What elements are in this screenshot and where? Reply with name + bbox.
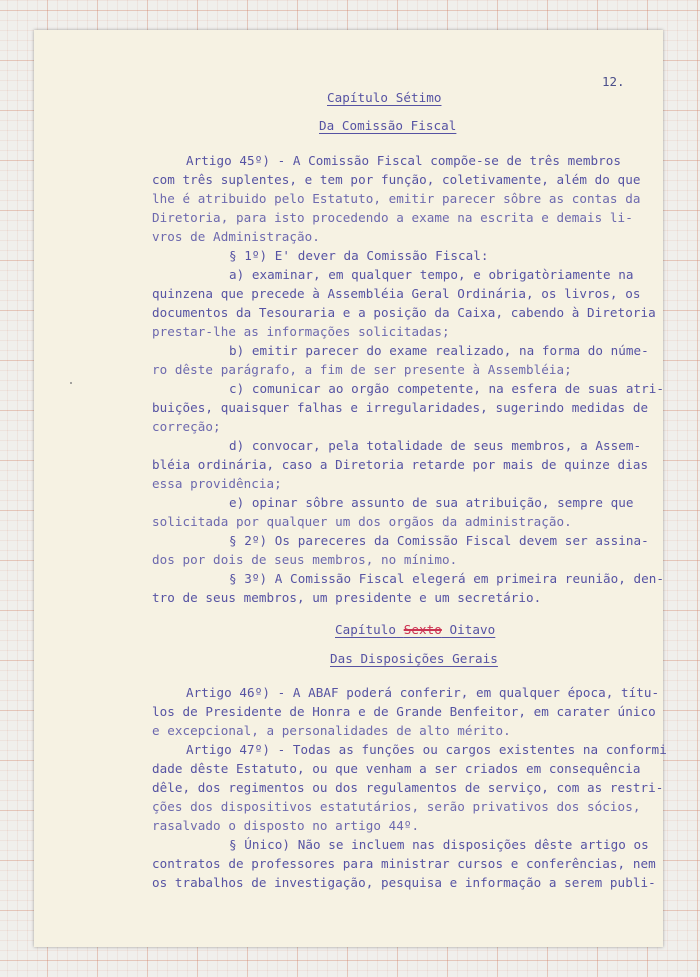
document-page bbox=[34, 30, 667, 947]
text-line: bléia ordinária, caso a Diretoria retarde por mais de quinze dias bbox=[152, 457, 649, 472]
text-line: dade dêste Estatuto, ou que venham a ser criados em consequência bbox=[152, 761, 641, 776]
text-line: lhe é atribuido pelo Estatuto, emitir parecer sôbre as contas da bbox=[152, 191, 641, 206]
chapter-heading: Capítulo Sétimo bbox=[327, 90, 442, 105]
section-heading: Das Disposições Gerais bbox=[330, 651, 498, 666]
text-line: e excepcional, a personalidades de alto mérito. bbox=[152, 723, 511, 738]
text-line: prestar-lhe as informações solicitadas; bbox=[152, 324, 450, 339]
text-line: d) convocar, pela totalidade de seus membros, a Assem- bbox=[229, 438, 642, 453]
text-line: vros de Administração. bbox=[152, 229, 320, 244]
text-line: com três suplentes, e tem por função, coletivamente, além do que bbox=[152, 172, 641, 187]
graph-paper-ruler-left bbox=[0, 0, 18, 977]
text-line: c) comunicar ao orgão competente, na esfera de suas atri- bbox=[229, 381, 665, 396]
text-line: solicitada por qualquer um dos orgãos da administração. bbox=[152, 514, 572, 529]
text-line: dêle, dos regimentos ou dos regulamentos de serviço, com as restri- bbox=[152, 780, 664, 795]
text-line: § 1º) E' dever da Comissão Fiscal: bbox=[229, 248, 489, 263]
text-line: Artigo 45º) - A Comissão Fiscal compõe-se de três membros bbox=[186, 153, 622, 168]
text-line: contratos de professores para ministrar cursos e conferências, nem bbox=[152, 856, 656, 871]
text-line: los de Presidente de Honra e de Grande Benfeitor, em carater único bbox=[152, 704, 656, 719]
typed-text bbox=[34, 30, 667, 947]
text-line: § Único) Não se incluem nas disposições dêste artigo os bbox=[229, 837, 649, 852]
text-line: ções dos dispositivos estatutários, serão privativos dos sócios, bbox=[152, 799, 641, 814]
page-number: 12. bbox=[602, 74, 625, 89]
text-line: ro dêste parágrafo, a fim de ser presente à Assembléia; bbox=[152, 362, 572, 377]
text-line: b) emitir parecer do exame realizado, na forma do núme- bbox=[229, 343, 649, 358]
section-heading: Da Comissão Fiscal bbox=[319, 118, 457, 133]
text-line: e) opinar sôbre assunto de sua atribuição, sempre que bbox=[229, 495, 634, 510]
text-line: Diretoria, para isto procedendo a exame na escrita e demais li- bbox=[152, 210, 633, 225]
text-line: essa providência; bbox=[152, 476, 282, 491]
text-line: correção; bbox=[152, 419, 221, 434]
text-line: § 3º) A Comissão Fiscal elegerá em primeira reunião, den- bbox=[229, 571, 665, 586]
chapter-heading bbox=[335, 624, 495, 637]
struck-word: Sexto bbox=[403, 622, 442, 637]
text-line: documentos da Tesouraria e a posição da Caixa, cabendo à Diretoria bbox=[152, 305, 656, 320]
text-line: Artigo 46º) - A ABAF poderá conferir, em qualquer época, títu- bbox=[186, 685, 660, 700]
text-line: os trabalhos de investigação, pesquisa e informação a serem publi- bbox=[152, 875, 656, 890]
chapter-label: Capítulo bbox=[335, 622, 397, 637]
graph-paper-ruler-top bbox=[0, 0, 700, 22]
text-line: rasalvado o disposto no artigo 44º. bbox=[152, 818, 420, 833]
text-line: dos por dois de seus membros, no mínimo. bbox=[152, 552, 458, 567]
text-line: buições, quaisquer falhas e irregularidades, sugerindo medidas de bbox=[152, 400, 649, 415]
text-line: a) examinar, em qualquer tempo, e obrigatòriamente na bbox=[229, 267, 634, 282]
chapter-ordinal: Oitavo bbox=[449, 622, 496, 637]
text-line: § 2º) Os pareceres da Comissão Fiscal devem ser assina- bbox=[229, 533, 649, 548]
text-line: Artigo 47º) - Todas as funções ou cargos existentes na conformi bbox=[186, 742, 667, 757]
text-line: tro de seus membros, um presidente e um secretário. bbox=[152, 590, 542, 605]
text-line: quinzena que precede à Assembléia Geral Ordinária, os livros, os bbox=[152, 286, 641, 301]
